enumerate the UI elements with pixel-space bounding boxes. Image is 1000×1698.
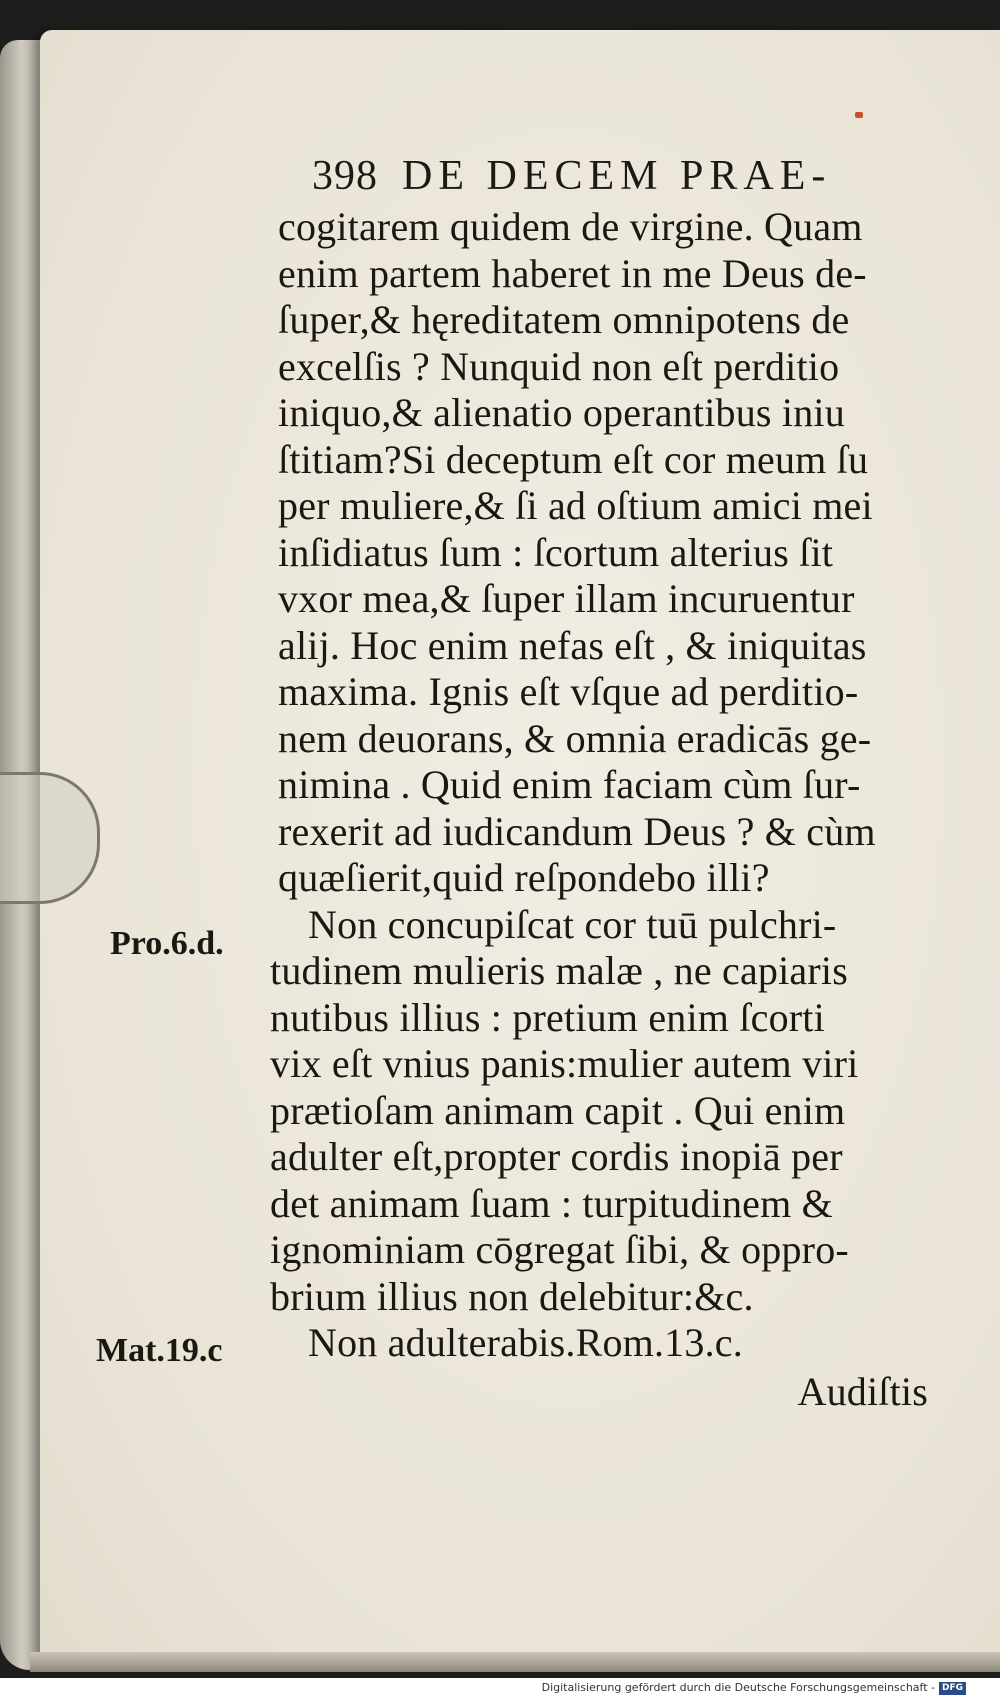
text-line: tudinem mulieris malæ , ne capiaris xyxy=(270,948,848,993)
text-line: Non adulterabis.Rom.13.c. xyxy=(308,1320,743,1365)
text-line: ſuper,& hęreditatem omnipotens de xyxy=(278,297,850,342)
text-line: adulter eſt,propter cordis inopiā per xyxy=(270,1134,843,1179)
page-bottom-edge xyxy=(30,1652,1000,1672)
text-line: cogitarem quidem de virgine. Quam xyxy=(278,204,863,249)
text-line: quæſierit,quid reſpondebo illi? xyxy=(278,855,770,900)
text-line: det animam ſuam : turpitudinem & xyxy=(270,1180,833,1226)
page-number: 398 xyxy=(312,153,378,199)
text-line: alij. Hoc enim nefas eſt , & iniquitas xyxy=(278,622,867,668)
dfg-logo: DFG xyxy=(939,1682,966,1695)
catchword: Audiſtis xyxy=(797,1368,928,1414)
text-line: vix eſt vnius panis:mulier autem viri xyxy=(270,1041,859,1086)
credit-text: Digitalisierung gefördert durch die Deutsche Forschungsgemeinschaft - xyxy=(541,1681,935,1694)
marginal-note-matthew: Mat.19.c xyxy=(96,1332,223,1369)
text-line: rexerit ad iudicandum Deus ? & cùm xyxy=(278,808,876,854)
text-line: Non concupiſcat cor tuū pulchri- xyxy=(308,901,837,947)
text-line: nimina . Quid enim faciam cùm ſur- xyxy=(278,762,861,807)
text-line: nutibus illius : pretium enim ſcorti xyxy=(270,994,825,1040)
text-line: brium illius non delebitur:&c. xyxy=(270,1273,754,1319)
text-line: inſidiatus ſum : ſcortum alterius ſit xyxy=(278,529,834,575)
text-line: enim partem haberet in me Deus de- xyxy=(278,250,867,296)
text-line: maxima. Ignis eſt vſque ad perditio- xyxy=(278,669,859,714)
ink-spot xyxy=(855,112,863,118)
text-line: vxor mea,& ſuper illam incuruentur xyxy=(278,576,855,621)
running-title: DE DECEM PRAE- xyxy=(402,153,832,199)
text-line: nem deuorans, & omnia eradicās ge- xyxy=(278,715,872,761)
page-header xyxy=(312,152,831,200)
text-line: iniquo,& alienatio operantibus iniu xyxy=(278,390,845,435)
body-text xyxy=(270,204,938,1415)
marginal-note-proverbs: Pro.6.d. xyxy=(110,925,224,962)
digitization-credit xyxy=(0,1678,1000,1698)
text-line: excelſis ? Nunquid non eſt perditio xyxy=(278,343,840,389)
text-line: prætioſam animam capit . Qui enim xyxy=(270,1087,846,1133)
text-line: ignominiam cōgregat ſibi, & oppro- xyxy=(270,1227,849,1272)
text-line: ſtitiam?Si deceptum eſt cor meum ſu xyxy=(278,436,869,482)
text-line: per muliere,& ſi ad oſtium amici mei xyxy=(278,483,873,528)
